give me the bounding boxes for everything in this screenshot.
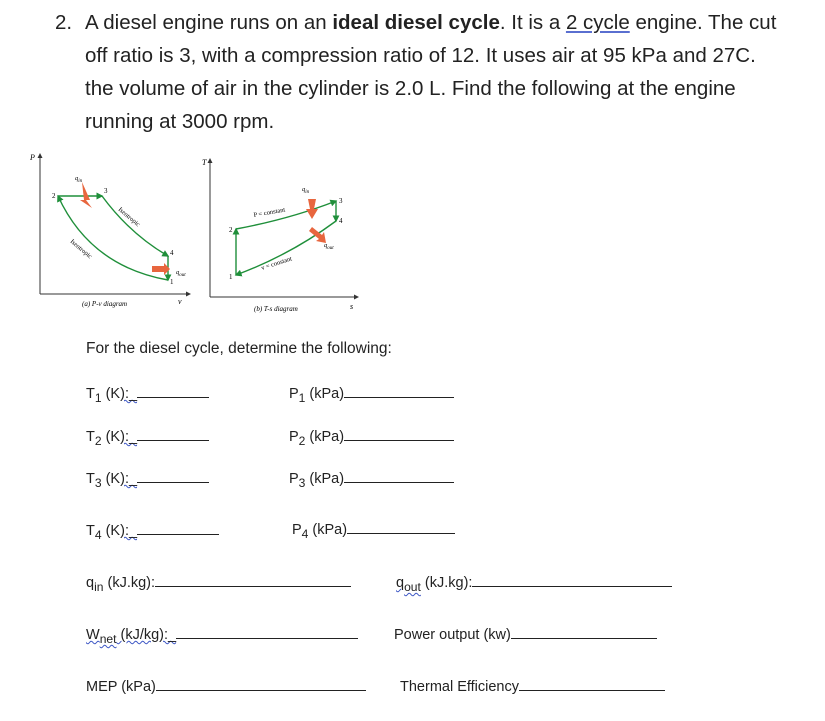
ts-point-label-3: 3: [339, 197, 343, 205]
qout-field[interactable]: $q_{out}$ (kJ.kg):: [396, 572, 672, 594]
ts-heat-rejection-curve: [236, 221, 336, 275]
pv-diagram: [30, 148, 200, 316]
problem-underlined-text: 2 cycle: [565, 11, 630, 34]
ts-heat-addition-curve: [236, 201, 336, 229]
problem-text: . It is a: [499, 11, 566, 34]
problem-line-1: [85, 6, 776, 39]
pv-axis-label-p: P: [30, 153, 35, 162]
t4-answer-line[interactable]: [137, 520, 219, 535]
t4-field[interactable]: $T_4$ (K):_: [86, 520, 219, 542]
p3-field[interactable]: $P_3$ (kPa): [289, 468, 454, 490]
p3-answer-line[interactable]: [344, 468, 454, 483]
ts-axis-label-s: s: [350, 302, 354, 311]
t2-field[interactable]: $T_2$ (K):_: [86, 426, 209, 448]
pv-isentropic-label-top: Isentropic: [116, 206, 142, 229]
problem-bold-text: ideal diesel cycle: [332, 11, 500, 34]
p4-answer-line[interactable]: [347, 519, 455, 534]
wnet-field[interactable]: $W_{net}$ (kJ/kg):_: [86, 624, 358, 646]
pv-qin-label: $q_{in}$: [75, 175, 83, 184]
problem-number: 2.: [55, 11, 73, 34]
ts-qin-label: $q_{in}$: [302, 186, 310, 195]
t1-field[interactable]: $T_1$ (K):_: [86, 383, 209, 405]
problem-line-2: off ratio is 3, with a compression ratio of 12. It uses air at 95 kPa and 27C.: [85, 44, 756, 67]
instructions-text: For the diesel cycle, determine the following:: [86, 340, 392, 357]
t2-answer-line[interactable]: [137, 426, 209, 441]
problem-text: engine. The cut: [629, 11, 777, 34]
pv-isentropic-label-bottom: Isentropic: [68, 238, 94, 261]
ts-diagram: [200, 155, 370, 320]
pv-point-label-1: 1: [170, 278, 174, 286]
power-output-answer-line[interactable]: [511, 624, 657, 639]
ts-p-constant-label: P = constant: [253, 206, 286, 219]
pv-axis-label-v: v: [178, 297, 182, 306]
problem-line-3: the volume of air in the cylinder is 2.0 L. Find the following at the engine: [85, 77, 736, 100]
p2-answer-line[interactable]: [344, 426, 454, 441]
ts-qout-label: $q_{out}$: [324, 242, 334, 251]
ts-point-label-2: 2: [229, 226, 233, 234]
pv-caption: (a) P-v diagram: [82, 300, 128, 308]
pv-qout-label: $q_{out}$: [176, 269, 186, 278]
t1-answer-line[interactable]: [137, 383, 209, 398]
problem-text: A diesel engine runs on an: [85, 11, 333, 34]
pv-heat-in-arrow-icon: [80, 182, 92, 208]
ts-point-label-4: 4: [339, 217, 343, 225]
qout-answer-line[interactable]: [472, 572, 672, 587]
thermal-efficiency-field[interactable]: Thermal Efficiency: [400, 676, 665, 695]
mep-field[interactable]: MEP (kPa): [86, 676, 366, 695]
ts-axis-label-t: T: [202, 158, 207, 167]
thermal-efficiency-answer-line[interactable]: [519, 676, 665, 691]
p1-field[interactable]: $P_1$ (kPa): [289, 383, 454, 405]
qin-field[interactable]: $q_{in}$ (kJ.kg):: [86, 572, 351, 594]
p4-field[interactable]: $P_4$ (kPa): [292, 519, 455, 541]
wnet-answer-line[interactable]: [176, 624, 358, 639]
ts-v-constant-label: v = constant: [260, 255, 293, 272]
mep-answer-line[interactable]: [156, 676, 366, 691]
ts-caption: (b) T-s diagram: [254, 305, 298, 313]
p1-answer-line[interactable]: [344, 383, 454, 398]
pv-point-label-4: 4: [170, 249, 174, 257]
p2-field[interactable]: $P_2$ (kPa): [289, 426, 454, 448]
t3-field[interactable]: $T_3$ (K):_: [86, 468, 209, 490]
ts-heat-in-arrow-icon: [306, 199, 318, 219]
power-output-field[interactable]: Power output (kw): [394, 624, 657, 643]
pv-point-label-2: 2: [52, 192, 56, 200]
qin-answer-line[interactable]: [155, 572, 351, 587]
pv-point-label-3: 3: [104, 187, 108, 195]
ts-point-label-1: 1: [229, 273, 233, 281]
problem-line-4: running at 3000 rpm.: [85, 110, 275, 133]
t3-answer-line[interactable]: [137, 468, 209, 483]
